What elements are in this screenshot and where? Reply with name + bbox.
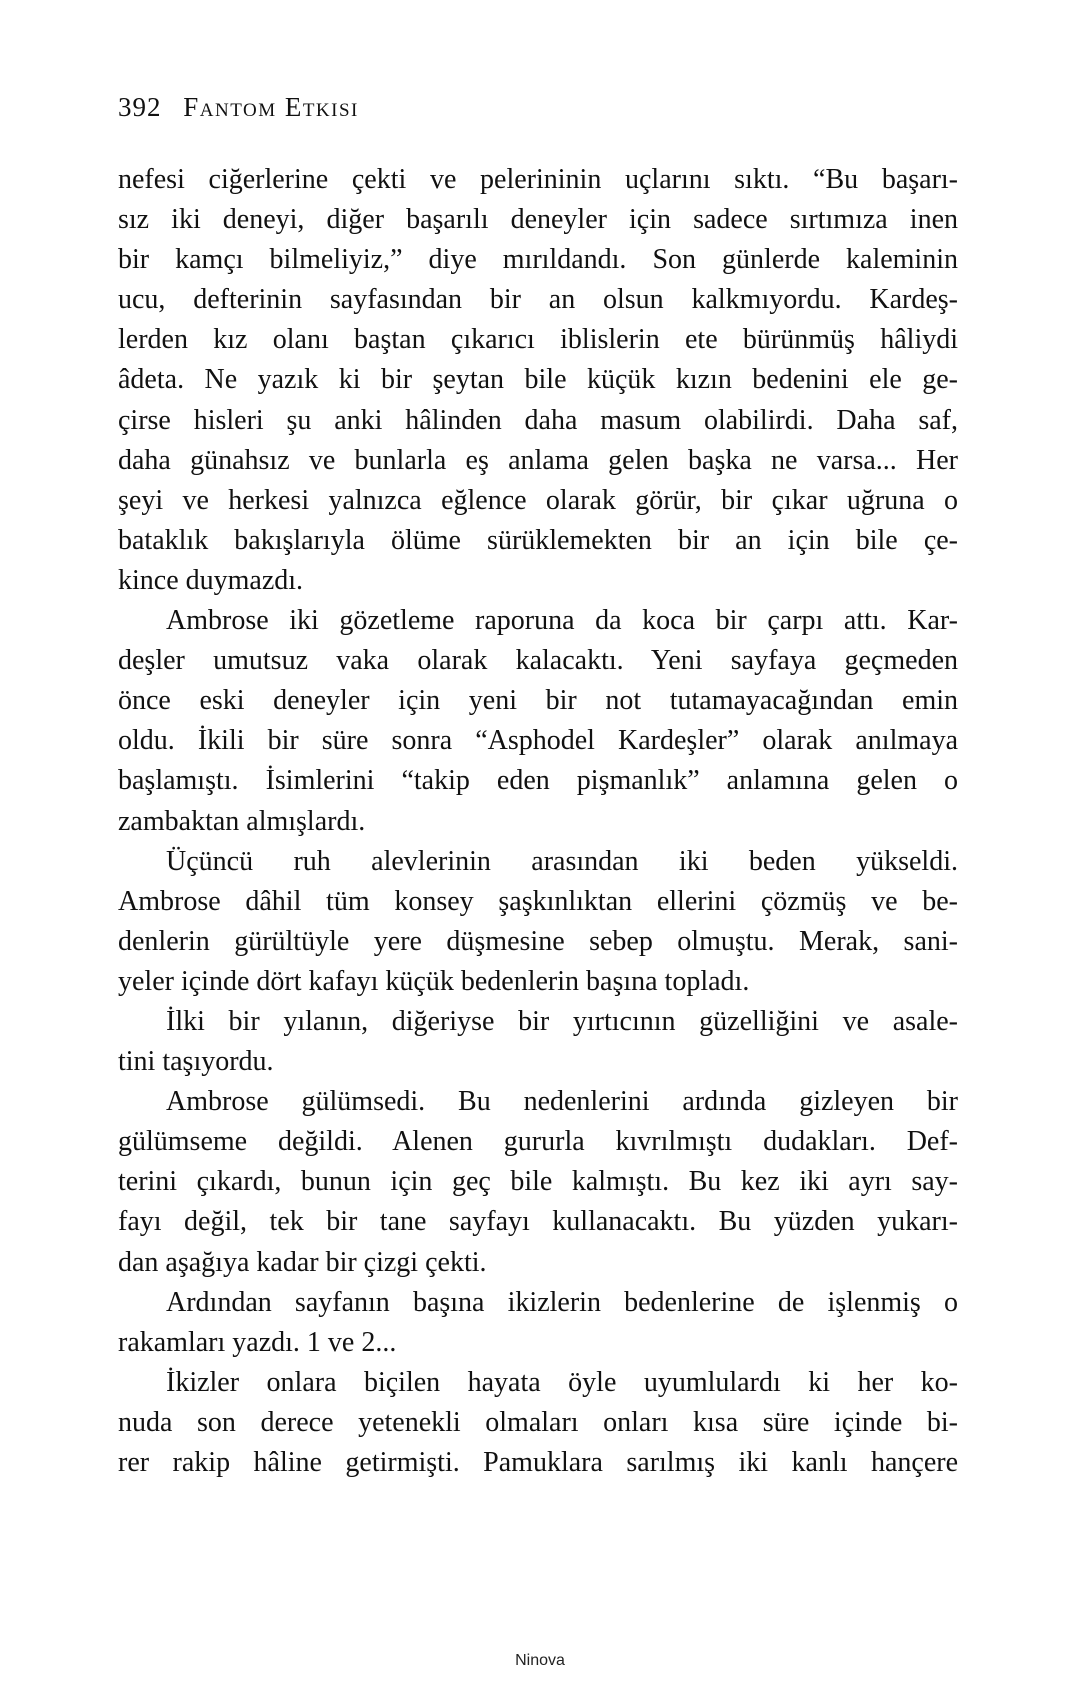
text-line: önce eski deneyler için yeni bir not tutamayacağından emin xyxy=(118,685,958,717)
text-line: fayı değil, tek bir tane sayfayı kullanacaktı. Bu yüzden yukarı- xyxy=(118,1206,958,1238)
publisher-footer: Ninova xyxy=(515,1652,565,1669)
text-line: daha günahsız ve bunlarla eş anlama gelen başka ne varsa... Her xyxy=(118,444,958,476)
text-line: gülümseme değildi. Alenen gururla kıvrılmıştı dudakları. Def- xyxy=(118,1126,958,1158)
text-line: sız iki deneyi, diğer başarılı deneyler için sadece sırtımıza inen xyxy=(118,204,958,236)
text-line: terini çıkardı, bunun için geç bile kalmıştı. Bu kez iki ayrı say- xyxy=(118,1166,958,1198)
text-line: Ardından sayfanın başına ikizlerin bedenlerine de işlenmiş o xyxy=(166,1286,958,1318)
text-line: yeler içinde dört kafayı küçük bedenlerin başına topladı. xyxy=(118,965,750,997)
text-line: Ambrose gülümsedi. Bu nedenlerini ardında gizleyen bir xyxy=(166,1086,958,1118)
text-line: kince duymazdı. xyxy=(118,564,304,596)
text-line: şeyi ve herkesi yalnızca eğlence olarak görür, bir çıkar uğruna o xyxy=(118,484,958,516)
text-line: bir kamçı bilmeliyiz,” diye mırıldandı. Son günlerde kaleminin xyxy=(118,244,958,276)
text-line: Ambrose dâhil tüm konsey şaşkınlıktan ellerini çözmüş ve be- xyxy=(118,885,958,917)
body-text xyxy=(118,160,958,1483)
text-line: dan aşağıya kadar bir çizgi çekti. xyxy=(118,1246,487,1278)
running-header xyxy=(118,92,359,123)
text-line: İlki bir yılanın, diğeriyse bir yırtıcının güzelliğini ve asale- xyxy=(166,1005,958,1037)
text-line: çirse hisleri şu anki hâlinden daha masum olabilirdi. Daha saf, xyxy=(118,404,958,436)
text-line: nefesi ciğerlerine çekti ve pelerininin uçlarını sıktı. “Bu başarı- xyxy=(118,164,958,195)
text-line: zambaktan almışlardı. xyxy=(118,805,366,837)
text-line: Ambrose iki gözetleme raporuna da koca bir çarpı attı. Kar- xyxy=(166,605,958,637)
text-line: âdeta. Ne yazık ki bir şeytan bile küçük kızın bedenini ele ge- xyxy=(118,364,958,396)
text-line: bataklık bakışlarıyla ölüme sürüklemekten bir an için bile çe- xyxy=(118,524,958,556)
text-line: nuda son derece yetenekli olmaları onları kısa süre içinde bi- xyxy=(118,1406,958,1438)
text-line: Üçüncü ruh alevlerinin arasından iki beden yükseldi. xyxy=(166,845,958,877)
text-line: rakamları yazdı. 1 ve 2... xyxy=(118,1326,397,1358)
text-line: lerden kız olanı baştan çıkarıcı iblislerin ete bürünmüş hâliydi xyxy=(118,324,958,356)
text-line: ucu, defterinin sayfasından bir an olsun kalkmıyordu. Kardeş- xyxy=(118,284,958,316)
book-title: Fantom Etkisi xyxy=(183,92,359,122)
text-line: İkizler onlara biçilen hayata öyle uyumlulardı ki her ko- xyxy=(166,1366,958,1398)
text-line: başlamıştı. İsimlerini “takip eden pişmanlık” anlamına gelen o xyxy=(118,765,958,797)
text-line: denlerin gürültüyle yere düşmesine sebep olmuştu. Merak, sani- xyxy=(118,925,958,957)
text-line: oldu. İkili bir süre sonra “Asphodel Kardeşler” olarak anılmaya xyxy=(118,725,958,757)
text-line: rer rakip hâline getirmişti. Pamuklara sarılmış iki kanlı hançere xyxy=(118,1447,958,1478)
text-line: deşler umutsuz vaka olarak kalacaktı. Yeni sayfaya geçmeden xyxy=(118,645,958,677)
page-number: 392 xyxy=(118,92,162,122)
text-line: tini taşıyordu. xyxy=(118,1046,274,1078)
